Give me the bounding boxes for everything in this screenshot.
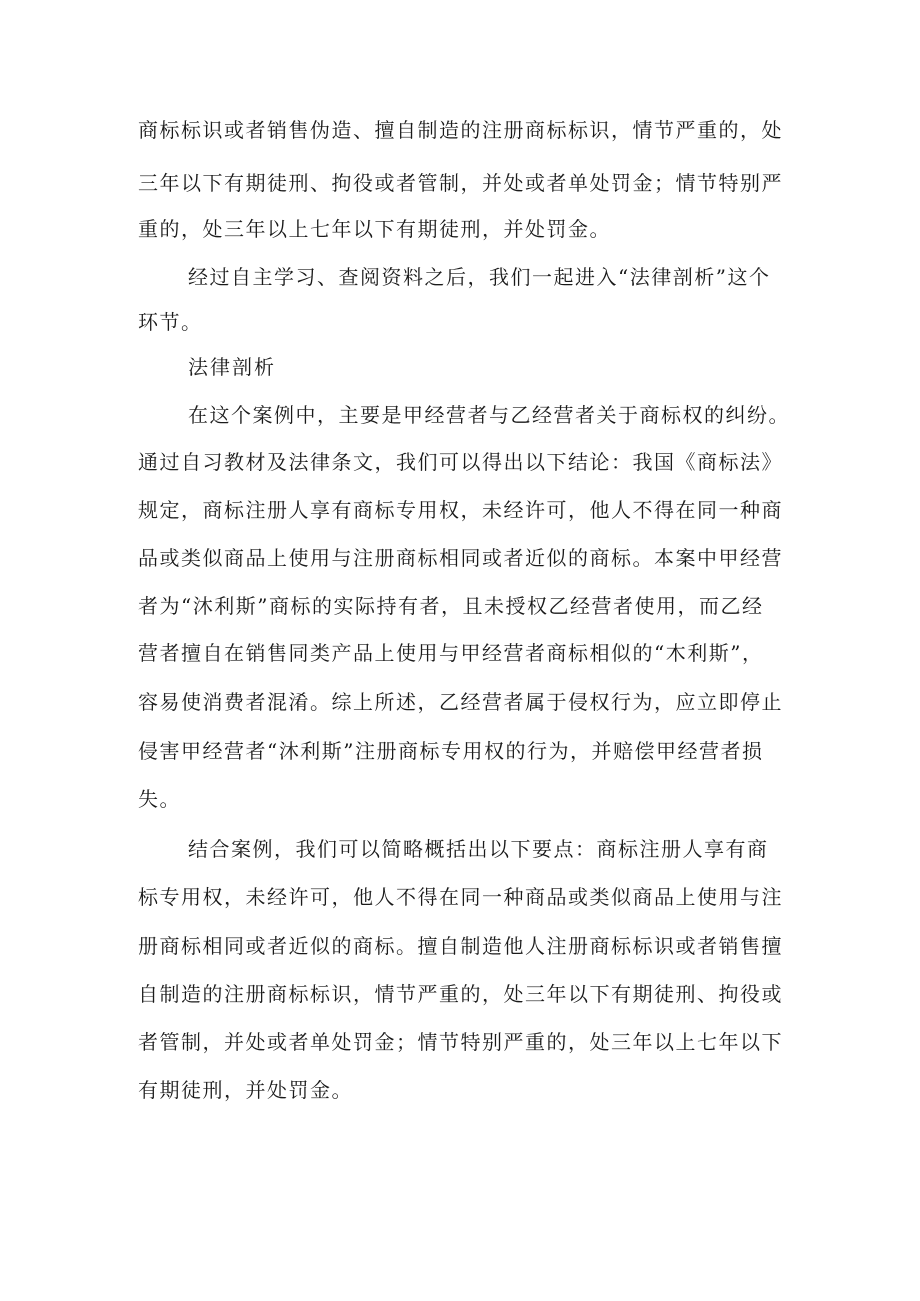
body-line-20: 者管制，并处或者单处罚金；情节特别严重的，处三年以上七年以下 [138,1030,783,1054]
body-line-9: 规定，商标注册人享有商标专用权，未经许可，他人不得在同一种商 [138,498,783,522]
body-line-5: 环节。 [138,310,203,334]
body-line-2: 三年以下有期徒刑、拘役或者管制，并处或者单处罚金；情节特别严 [138,171,783,195]
body-line-12: 营者擅自在销售同类产品上使用与甲经营者商标相似的“木利斯”， [138,641,764,665]
body-line-11: 者为“沐利斯”商标的实际持有者，且未授权乙经营者使用，而乙经 [138,594,764,618]
body-line-14: 侵害甲经营者“沐利斯”注册商标专用权的行为，并赔偿甲经营者损 [138,739,764,763]
section-heading: 法律剖析 [188,355,276,379]
body-line-3: 重的，处三年以上七年以下有期徒刑，并处罚金。 [138,217,611,241]
body-line-16: 结合案例，我们可以简略概括出以下要点：商标注册人享有商 [188,837,769,861]
body-line-19: 自制造的注册商标标识，情节严重的，处三年以下有期徒刑、拘役或 [138,982,783,1006]
body-line-8: 通过自习教材及法律条文，我们可以得出以下结论：我国《商标法》 [138,450,783,474]
body-line-15: 失。 [138,787,181,811]
body-line-21: 有期徒刑，并处罚金。 [138,1078,353,1102]
body-line-18: 册商标相同或者近似的商标。擅自制造他人注册商标标识或者销售擅 [138,934,783,958]
body-line-13: 容易使消费者混淆。综上所述，乙经营者属于侵权行为，应立即停止 [138,690,783,714]
body-line-10: 品或类似商品上使用与注册商标相同或者近似的商标。本案中甲经营 [138,546,783,570]
body-line-17: 标专用权，未经许可，他人不得在同一种商品或类似商品上使用与注 [138,885,783,909]
body-line-1: 商标标识或者销售伪造、擅自制造的注册商标标识，情节严重的，处 [138,118,783,142]
body-line-4: 经过自主学习、查阅资料之后，我们一起进入“法律剖析”这个 [188,265,771,289]
body-line-7: 在这个案例中，主要是甲经营者与乙经营者关于商标权的纠纷。 [188,403,790,427]
